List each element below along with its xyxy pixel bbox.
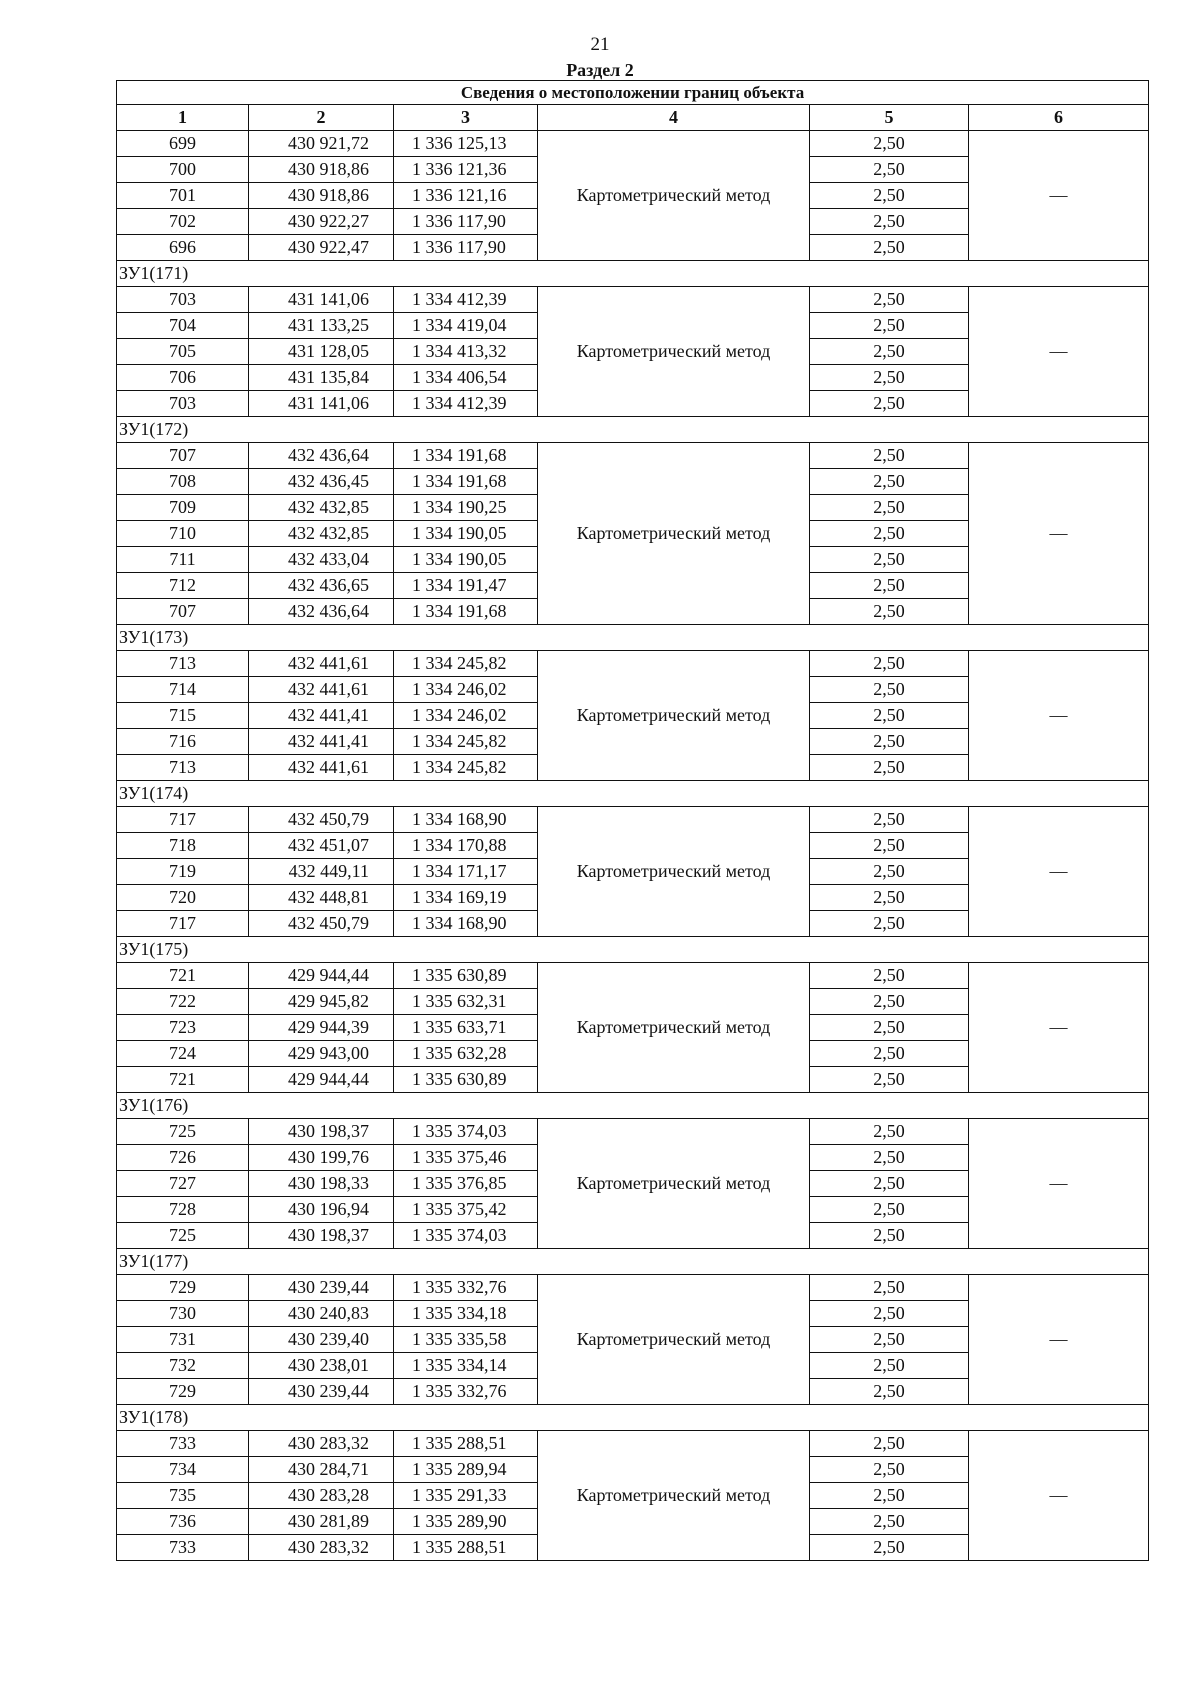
accuracy-value: 2,50 bbox=[810, 547, 969, 573]
coordinate-x: 430 198,37 bbox=[249, 1119, 394, 1145]
coordinate-x: 431 133,25 bbox=[249, 313, 394, 339]
coordinate-x: 430 918,86 bbox=[249, 183, 394, 209]
coordinate-x: 430 239,44 bbox=[249, 1379, 394, 1405]
coordinate-x: 429 944,44 bbox=[249, 1067, 394, 1093]
point-number: 720 bbox=[117, 885, 249, 911]
coordinate-x: 432 448,81 bbox=[249, 885, 394, 911]
coordinate-x: 430 283,28 bbox=[249, 1483, 394, 1509]
point-number: 734 bbox=[117, 1457, 249, 1483]
accuracy-value: 2,50 bbox=[810, 1379, 969, 1405]
coordinate-y: 1 336 121,16 bbox=[394, 183, 538, 209]
coordinate-x: 430 918,86 bbox=[249, 157, 394, 183]
land-plot-name: ЗУ1(173) bbox=[117, 625, 1149, 651]
land-plot-name: ЗУ1(175) bbox=[117, 937, 1149, 963]
coordinate-y: 1 335 632,28 bbox=[394, 1041, 538, 1067]
coordinate-y: 1 335 374,03 bbox=[394, 1223, 538, 1249]
accuracy-value: 2,50 bbox=[810, 911, 969, 937]
determination-method: Картометрический метод bbox=[538, 963, 810, 1093]
point-number: 722 bbox=[117, 989, 249, 1015]
coordinate-y: 1 334 190,05 bbox=[394, 547, 538, 573]
group-header-row bbox=[117, 1405, 1149, 1431]
group-header-row bbox=[117, 1093, 1149, 1119]
coordinate-x: 432 432,85 bbox=[249, 521, 394, 547]
column-number: 6 bbox=[969, 105, 1149, 131]
column-number: 3 bbox=[394, 105, 538, 131]
coordinate-y: 1 334 170,88 bbox=[394, 833, 538, 859]
accuracy-value: 2,50 bbox=[810, 729, 969, 755]
point-description: — bbox=[969, 131, 1149, 261]
accuracy-value: 2,50 bbox=[810, 1509, 969, 1535]
coordinate-x: 430 922,47 bbox=[249, 235, 394, 261]
point-number: 716 bbox=[117, 729, 249, 755]
land-plot-name: ЗУ1(174) bbox=[117, 781, 1149, 807]
coordinate-y: 1 336 125,13 bbox=[394, 131, 538, 157]
accuracy-value: 2,50 bbox=[810, 1353, 969, 1379]
accuracy-value: 2,50 bbox=[810, 599, 969, 625]
coordinate-y: 1 335 289,94 bbox=[394, 1457, 538, 1483]
coordinate-y: 1 335 332,76 bbox=[394, 1379, 538, 1405]
coordinate-x: 432 436,65 bbox=[249, 573, 394, 599]
coordinate-y: 1 335 332,76 bbox=[394, 1275, 538, 1301]
group-header-row bbox=[117, 625, 1149, 651]
determination-method: Картометрический метод bbox=[538, 1275, 810, 1405]
determination-method: Картометрический метод bbox=[538, 287, 810, 417]
coordinate-x: 430 284,71 bbox=[249, 1457, 394, 1483]
column-number-row bbox=[117, 105, 1149, 131]
determination-method: Картометрический метод bbox=[538, 807, 810, 937]
coordinate-x: 430 283,32 bbox=[249, 1431, 394, 1457]
point-description: — bbox=[969, 1275, 1149, 1405]
coordinate-y: 1 335 288,51 bbox=[394, 1535, 538, 1561]
point-number: 715 bbox=[117, 703, 249, 729]
coordinate-x: 432 436,45 bbox=[249, 469, 394, 495]
coordinate-x: 432 441,61 bbox=[249, 651, 394, 677]
coordinate-x: 430 196,94 bbox=[249, 1197, 394, 1223]
point-number: 732 bbox=[117, 1353, 249, 1379]
column-number: 4 bbox=[538, 105, 810, 131]
table-row bbox=[117, 1275, 1149, 1301]
coordinate-y: 1 334 413,32 bbox=[394, 339, 538, 365]
table-row bbox=[117, 287, 1149, 313]
accuracy-value: 2,50 bbox=[810, 313, 969, 339]
table-row bbox=[117, 1119, 1149, 1145]
determination-method: Картометрический метод bbox=[538, 443, 810, 625]
point-number: 730 bbox=[117, 1301, 249, 1327]
table-row bbox=[117, 1431, 1149, 1457]
boundary-coordinates-table bbox=[116, 80, 1149, 1561]
point-number: 733 bbox=[117, 1431, 249, 1457]
point-number: 729 bbox=[117, 1275, 249, 1301]
coordinate-x: 430 921,72 bbox=[249, 131, 394, 157]
point-number: 727 bbox=[117, 1171, 249, 1197]
coordinate-x: 432 441,61 bbox=[249, 677, 394, 703]
group-header-row bbox=[117, 261, 1149, 287]
point-number: 723 bbox=[117, 1015, 249, 1041]
coordinate-x: 432 432,85 bbox=[249, 495, 394, 521]
point-number: 721 bbox=[117, 1067, 249, 1093]
coordinate-x: 431 141,06 bbox=[249, 287, 394, 313]
coordinate-x: 429 945,82 bbox=[249, 989, 394, 1015]
accuracy-value: 2,50 bbox=[810, 755, 969, 781]
point-number: 726 bbox=[117, 1145, 249, 1171]
point-number: 736 bbox=[117, 1509, 249, 1535]
accuracy-value: 2,50 bbox=[810, 365, 969, 391]
coordinate-y: 1 335 630,89 bbox=[394, 1067, 538, 1093]
coordinate-y: 1 334 168,90 bbox=[394, 807, 538, 833]
coordinate-y: 1 334 169,19 bbox=[394, 885, 538, 911]
point-number: 713 bbox=[117, 755, 249, 781]
column-number: 2 bbox=[249, 105, 394, 131]
point-number: 702 bbox=[117, 209, 249, 235]
point-description: — bbox=[969, 963, 1149, 1093]
point-number: 710 bbox=[117, 521, 249, 547]
point-number: 724 bbox=[117, 1041, 249, 1067]
point-number: 733 bbox=[117, 1535, 249, 1561]
coordinate-x: 429 943,00 bbox=[249, 1041, 394, 1067]
coordinate-x: 431 141,06 bbox=[249, 391, 394, 417]
accuracy-value: 2,50 bbox=[810, 521, 969, 547]
point-description: — bbox=[969, 807, 1149, 937]
point-number: 717 bbox=[117, 807, 249, 833]
accuracy-value: 2,50 bbox=[810, 1327, 969, 1353]
coordinate-y: 1 334 191,68 bbox=[394, 599, 538, 625]
group-header-row bbox=[117, 1249, 1149, 1275]
accuracy-value: 2,50 bbox=[810, 235, 969, 261]
point-description: — bbox=[969, 651, 1149, 781]
point-number: 717 bbox=[117, 911, 249, 937]
accuracy-value: 2,50 bbox=[810, 1223, 969, 1249]
point-number: 703 bbox=[117, 391, 249, 417]
coordinate-y: 1 334 191,47 bbox=[394, 573, 538, 599]
coordinate-y: 1 335 633,71 bbox=[394, 1015, 538, 1041]
coordinate-y: 1 336 117,90 bbox=[394, 235, 538, 261]
coordinate-y: 1 334 245,82 bbox=[394, 729, 538, 755]
point-number: 709 bbox=[117, 495, 249, 521]
coordinate-x: 430 283,32 bbox=[249, 1535, 394, 1561]
point-number: 721 bbox=[117, 963, 249, 989]
coordinate-x: 430 198,37 bbox=[249, 1223, 394, 1249]
accuracy-value: 2,50 bbox=[810, 339, 969, 365]
accuracy-value: 2,50 bbox=[810, 1483, 969, 1509]
coordinate-y: 1 334 419,04 bbox=[394, 313, 538, 339]
accuracy-value: 2,50 bbox=[810, 1431, 969, 1457]
point-number: 700 bbox=[117, 157, 249, 183]
coordinate-x: 432 441,61 bbox=[249, 755, 394, 781]
coordinate-y: 1 335 374,03 bbox=[394, 1119, 538, 1145]
table-body bbox=[117, 131, 1149, 1561]
coordinate-x: 432 436,64 bbox=[249, 443, 394, 469]
coordinate-x: 430 238,01 bbox=[249, 1353, 394, 1379]
coordinate-x: 430 239,44 bbox=[249, 1275, 394, 1301]
coordinate-x: 431 128,05 bbox=[249, 339, 394, 365]
accuracy-value: 2,50 bbox=[810, 1457, 969, 1483]
land-plot-name: ЗУ1(176) bbox=[117, 1093, 1149, 1119]
coordinate-y: 1 335 632,31 bbox=[394, 989, 538, 1015]
accuracy-value: 2,50 bbox=[810, 183, 969, 209]
group-header-row bbox=[117, 417, 1149, 443]
point-number: 699 bbox=[117, 131, 249, 157]
column-number: 5 bbox=[810, 105, 969, 131]
point-description: — bbox=[969, 1119, 1149, 1249]
coordinate-y: 1 335 375,42 bbox=[394, 1197, 538, 1223]
coordinate-x: 432 451,07 bbox=[249, 833, 394, 859]
land-plot-name: ЗУ1(177) bbox=[117, 1249, 1149, 1275]
point-number: 725 bbox=[117, 1223, 249, 1249]
table-row bbox=[117, 443, 1149, 469]
coordinate-y: 1 335 334,14 bbox=[394, 1353, 538, 1379]
accuracy-value: 2,50 bbox=[810, 131, 969, 157]
coordinate-x: 430 281,89 bbox=[249, 1509, 394, 1535]
coordinate-x: 432 441,41 bbox=[249, 703, 394, 729]
point-number: 703 bbox=[117, 287, 249, 313]
coordinate-x: 429 944,39 bbox=[249, 1015, 394, 1041]
accuracy-value: 2,50 bbox=[810, 495, 969, 521]
coordinate-x: 432 441,41 bbox=[249, 729, 394, 755]
accuracy-value: 2,50 bbox=[810, 1015, 969, 1041]
coordinate-y: 1 335 630,89 bbox=[394, 963, 538, 989]
point-number: 728 bbox=[117, 1197, 249, 1223]
point-number: 712 bbox=[117, 573, 249, 599]
accuracy-value: 2,50 bbox=[810, 209, 969, 235]
coordinate-y: 1 334 412,39 bbox=[394, 391, 538, 417]
accuracy-value: 2,50 bbox=[810, 1275, 969, 1301]
coordinate-y: 1 334 190,05 bbox=[394, 521, 538, 547]
coordinate-x: 430 198,33 bbox=[249, 1171, 394, 1197]
accuracy-value: 2,50 bbox=[810, 287, 969, 313]
coordinate-y: 1 336 117,90 bbox=[394, 209, 538, 235]
determination-method: Картометрический метод bbox=[538, 1119, 810, 1249]
table-row bbox=[117, 651, 1149, 677]
accuracy-value: 2,50 bbox=[810, 443, 969, 469]
coordinate-x: 432 450,79 bbox=[249, 911, 394, 937]
point-number: 705 bbox=[117, 339, 249, 365]
accuracy-value: 2,50 bbox=[810, 1145, 969, 1171]
land-plot-name: ЗУ1(171) bbox=[117, 261, 1149, 287]
group-header-row bbox=[117, 781, 1149, 807]
coordinate-y: 1 334 191,68 bbox=[394, 443, 538, 469]
point-number: 719 bbox=[117, 859, 249, 885]
accuracy-value: 2,50 bbox=[810, 963, 969, 989]
coordinate-x: 430 199,76 bbox=[249, 1145, 394, 1171]
section-title: Раздел 2 bbox=[566, 60, 634, 80]
accuracy-value: 2,50 bbox=[810, 989, 969, 1015]
coordinate-y: 1 335 289,90 bbox=[394, 1509, 538, 1535]
accuracy-value: 2,50 bbox=[810, 703, 969, 729]
point-number: 714 bbox=[117, 677, 249, 703]
point-number: 707 bbox=[117, 443, 249, 469]
coordinate-x: 430 922,27 bbox=[249, 209, 394, 235]
accuracy-value: 2,50 bbox=[810, 1119, 969, 1145]
accuracy-value: 2,50 bbox=[810, 1535, 969, 1561]
coordinate-y: 1 335 376,85 bbox=[394, 1171, 538, 1197]
point-number: 718 bbox=[117, 833, 249, 859]
coordinate-x: 432 450,79 bbox=[249, 807, 394, 833]
coordinate-y: 1 334 412,39 bbox=[394, 287, 538, 313]
point-number: 696 bbox=[117, 235, 249, 261]
coordinate-y: 1 335 291,33 bbox=[394, 1483, 538, 1509]
determination-method: Картометрический метод bbox=[538, 131, 810, 261]
coordinate-y: 1 335 335,58 bbox=[394, 1327, 538, 1353]
accuracy-value: 2,50 bbox=[810, 157, 969, 183]
accuracy-value: 2,50 bbox=[810, 807, 969, 833]
coordinate-x: 432 436,64 bbox=[249, 599, 394, 625]
accuracy-value: 2,50 bbox=[810, 1171, 969, 1197]
point-number: 735 bbox=[117, 1483, 249, 1509]
point-number: 706 bbox=[117, 365, 249, 391]
accuracy-value: 2,50 bbox=[810, 885, 969, 911]
accuracy-value: 2,50 bbox=[810, 677, 969, 703]
coordinate-x: 430 239,40 bbox=[249, 1327, 394, 1353]
point-number: 725 bbox=[117, 1119, 249, 1145]
point-number: 731 bbox=[117, 1327, 249, 1353]
accuracy-value: 2,50 bbox=[810, 391, 969, 417]
point-number: 708 bbox=[117, 469, 249, 495]
table-row bbox=[117, 131, 1149, 157]
point-description: — bbox=[969, 287, 1149, 417]
coordinate-y: 1 335 375,46 bbox=[394, 1145, 538, 1171]
coordinate-x: 432 433,04 bbox=[249, 547, 394, 573]
coordinate-y: 1 334 171,17 bbox=[394, 859, 538, 885]
coordinate-x: 430 240,83 bbox=[249, 1301, 394, 1327]
table-caption-row bbox=[117, 81, 1149, 105]
accuracy-value: 2,50 bbox=[810, 1067, 969, 1093]
coordinate-y: 1 334 190,25 bbox=[394, 495, 538, 521]
point-number: 704 bbox=[117, 313, 249, 339]
point-number: 701 bbox=[117, 183, 249, 209]
coordinate-x: 429 944,44 bbox=[249, 963, 394, 989]
column-number: 1 bbox=[117, 105, 249, 131]
page-number: 21 bbox=[590, 34, 610, 55]
determination-method: Картометрический метод bbox=[538, 651, 810, 781]
coordinate-y: 1 335 288,51 bbox=[394, 1431, 538, 1457]
point-description: — bbox=[969, 1431, 1149, 1561]
accuracy-value: 2,50 bbox=[810, 1197, 969, 1223]
point-number: 711 bbox=[117, 547, 249, 573]
land-plot-name: ЗУ1(172) bbox=[117, 417, 1149, 443]
accuracy-value: 2,50 bbox=[810, 469, 969, 495]
coordinate-y: 1 334 406,54 bbox=[394, 365, 538, 391]
group-header-row bbox=[117, 937, 1149, 963]
determination-method: Картометрический метод bbox=[538, 1431, 810, 1561]
table-row bbox=[117, 807, 1149, 833]
table-row bbox=[117, 963, 1149, 989]
coordinate-y: 1 334 246,02 bbox=[394, 703, 538, 729]
coordinate-y: 1 334 245,82 bbox=[394, 755, 538, 781]
accuracy-value: 2,50 bbox=[810, 859, 969, 885]
accuracy-value: 2,50 bbox=[810, 833, 969, 859]
coordinate-x: 431 135,84 bbox=[249, 365, 394, 391]
coordinate-y: 1 336 121,36 bbox=[394, 157, 538, 183]
point-description: — bbox=[969, 443, 1149, 625]
accuracy-value: 2,50 bbox=[810, 1041, 969, 1067]
accuracy-value: 2,50 bbox=[810, 573, 969, 599]
coordinate-y: 1 335 334,18 bbox=[394, 1301, 538, 1327]
coordinate-x: 432 449,11 bbox=[249, 859, 394, 885]
coordinate-y: 1 334 246,02 bbox=[394, 677, 538, 703]
land-plot-name: ЗУ1(178) bbox=[117, 1405, 1149, 1431]
accuracy-value: 2,50 bbox=[810, 651, 969, 677]
coordinate-y: 1 334 245,82 bbox=[394, 651, 538, 677]
table-caption: Сведения о местоположении границ объекта bbox=[117, 81, 1149, 105]
coordinate-y: 1 334 168,90 bbox=[394, 911, 538, 937]
coordinate-y: 1 334 191,68 bbox=[394, 469, 538, 495]
point-number: 729 bbox=[117, 1379, 249, 1405]
point-number: 707 bbox=[117, 599, 249, 625]
point-number: 713 bbox=[117, 651, 249, 677]
accuracy-value: 2,50 bbox=[810, 1301, 969, 1327]
